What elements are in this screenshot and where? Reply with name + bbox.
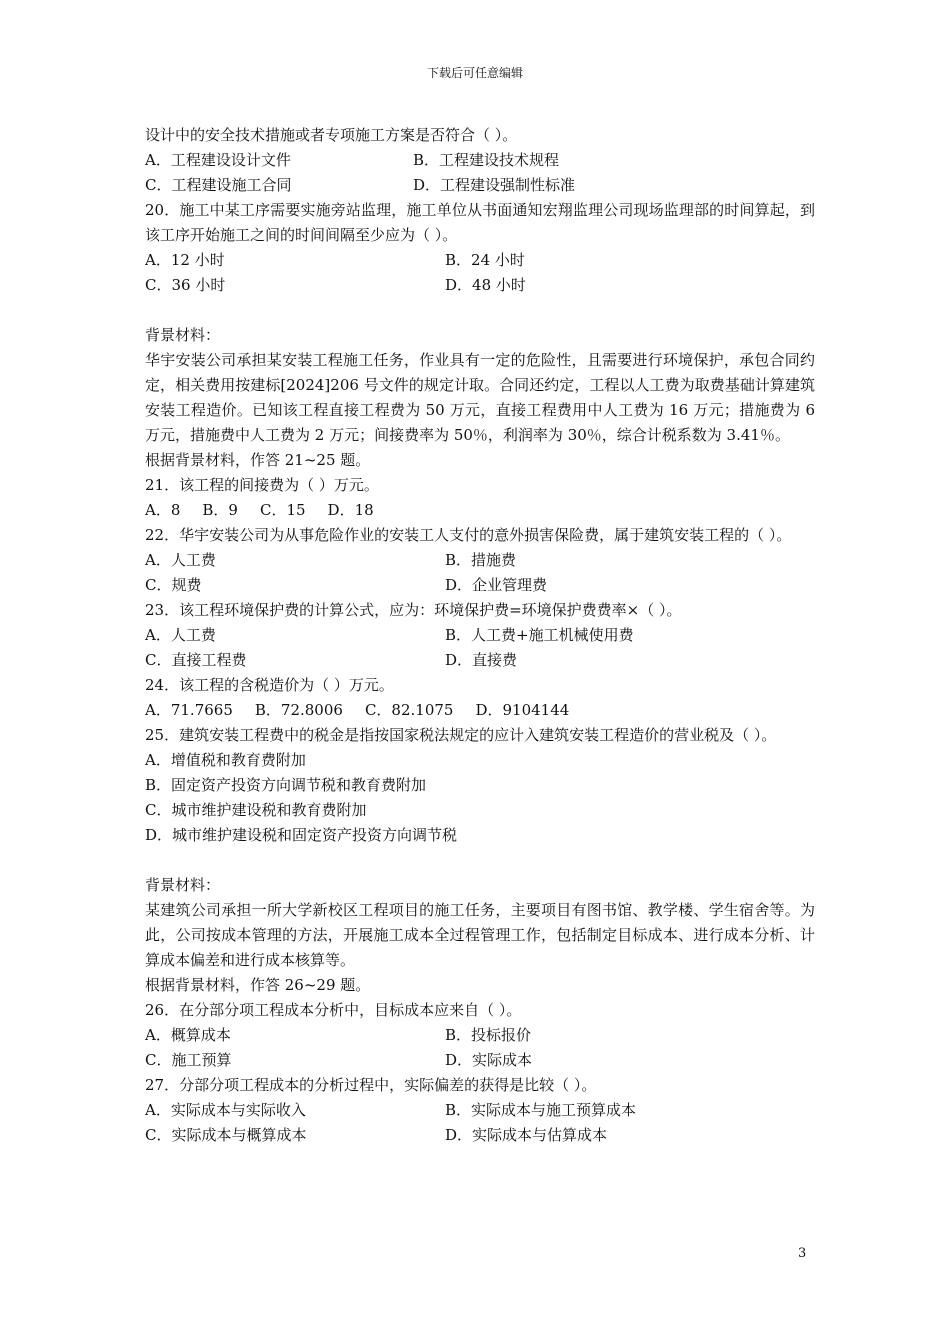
question-24-options (145, 698, 815, 723)
background-2-body: 某建筑公司承担一所大学新校区工程项目的施工任务，主要项目有图书馆、教学楼、学生宿舍等。为此，公司按成本管理的方法，开展施工成本全过程管理工作，包括制定目标成本、进行成本分析、计算成本偏差和进行成本核算等。 (145, 901, 815, 969)
question-20-stem: 20．施工中某工序需要实施旁站监理，施工单位从书面通知宏翔监理公司现场监理部的时间算起，到该工序开始施工之间的时间间隔至少应为（ ）。 (145, 201, 815, 244)
blank-line (145, 848, 815, 873)
option-c: C．15 (259, 501, 306, 519)
option-d: D．城市维护建设税和固定资产投资方向调节税 (145, 826, 458, 844)
option-d: D．直接费 (445, 651, 518, 669)
option-c: C．施工预算 (145, 1051, 232, 1069)
question-23-options-row-1 (145, 623, 815, 648)
background-1-title: 背景材料： (145, 326, 221, 344)
background-2-instruction: 根据背景材料，作答 26~29 题。 (145, 976, 371, 994)
option-b: B．9 (202, 501, 238, 519)
question-19-options-row-2 (145, 173, 815, 198)
option-d: D．48 小时 (445, 276, 526, 294)
option-d: D．工程建设强制性标准 (413, 176, 576, 194)
option-d: D．实际成本 (445, 1051, 533, 1069)
option-c: C．82.1075 (364, 701, 454, 719)
question-22-stem: 22．华宇安装公司为从事危险作业的安装工人支付的意外损害保险费，属于建筑安装工程的（ ）。 (145, 526, 792, 544)
option-c: C．36 小时 (145, 276, 226, 294)
option-a: A．71.7665 (145, 701, 233, 719)
question-21-options (145, 498, 815, 523)
option-a: A．人工费 (145, 551, 216, 569)
question-26-options-row-2 (145, 1048, 815, 1073)
option-a: A．12 小时 (145, 251, 225, 269)
question-22-options-row-2 (145, 573, 815, 598)
question-20-options-row-2 (145, 273, 815, 298)
option-d: D．实际成本与估算成本 (445, 1126, 608, 1144)
option-c: C．工程建设施工合同 (145, 176, 292, 194)
question-26-options-row-1 (145, 1023, 815, 1048)
background-1-instruction: 根据背景材料，作答 21~25 题。 (145, 451, 371, 469)
option-a: A．工程建设设计文件 (145, 151, 291, 169)
page-header: 下载后可任意编辑 (426, 66, 523, 80)
option-c: C．实际成本与概算成本 (145, 1126, 307, 1144)
question-27-stem: 27．分部分项工程成本的分析过程中，实际偏差的获得是比较（ ）。 (145, 1076, 597, 1094)
option-b: B．24 小时 (445, 251, 525, 269)
question-26-stem: 26．在分部分项工程成本分析中，目标成本应来自（ ）。 (145, 1001, 522, 1019)
page-number: 3 (798, 1246, 807, 1261)
option-a: A．人工费 (145, 626, 216, 644)
option-b: B．实际成本与施工预算成本 (445, 1101, 637, 1119)
question-25-stem: 25．建筑安装工程费中的税金是指按国家税法规定的应计入建筑安装工程造价的营业税及（ ）。 (145, 726, 777, 744)
option-a: A．增值税和教育费附加 (145, 751, 306, 769)
option-c: C．直接工程费 (145, 651, 247, 669)
option-b: B．人工费+施工机械使用费 (445, 626, 634, 644)
background-2-title: 背景材料： (145, 876, 221, 894)
option-b: B．工程建设技术规程 (413, 151, 560, 169)
question-24-stem: 24．该工程的含税造价为（ ）万元。 (145, 676, 394, 694)
option-d: D．18 (327, 501, 374, 519)
question-27-options-row-1 (145, 1098, 815, 1123)
blank-line (145, 298, 815, 323)
option-a: A．8 (145, 501, 181, 519)
question-27-options-row-2 (145, 1123, 815, 1148)
question-21-stem: 21．该工程的间接费为（ ）万元。 (145, 476, 379, 494)
question-19-tail: 设计中的安全技术措施或者专项施工方案是否符合（ ）。 (145, 126, 518, 144)
option-b: B．投标报价 (445, 1026, 532, 1044)
option-b: B．固定资产投资方向调节税和教育费附加 (145, 776, 427, 794)
option-a: A．实际成本与实际收入 (145, 1101, 306, 1119)
option-d: D．9104144 (475, 701, 570, 719)
question-23-stem: 23．该工程环境保护费的计算公式，应为：环境保护费=环境保护费费率×（ ）。 (145, 601, 682, 619)
option-c: C．城市维护建设税和教育费附加 (145, 801, 367, 819)
option-b: B．72.8006 (254, 701, 343, 719)
option-a: A．概算成本 (145, 1026, 231, 1044)
background-1-body: 华宇安装公司承担某安装工程施工任务，作业具有一定的危险性，且需要进行环境保护，承包合同约定，相关费用按建标[2024]206 号文件的规定计取。合同还约定，工程以人工费为取费基础计算建筑安装工程造价。已知该工程直接工程费为 50 万元，直接工程费用中人工费为 16 万元；措施费为 6 万元，措施费中人工费为 2 万元；间接费率为 50％，利润率为 30％，综合计税系数为 3.41％。 (145, 351, 815, 444)
question-22-options-row-1 (145, 548, 815, 573)
question-20-options-row-1 (145, 248, 815, 273)
option-d: D．企业管理费 (445, 576, 548, 594)
option-b: B．措施费 (445, 551, 517, 569)
question-23-options-row-2 (145, 648, 815, 673)
question-19-options-row-1 (145, 148, 815, 173)
option-c: C．规费 (145, 576, 202, 594)
page-content (145, 123, 815, 1148)
